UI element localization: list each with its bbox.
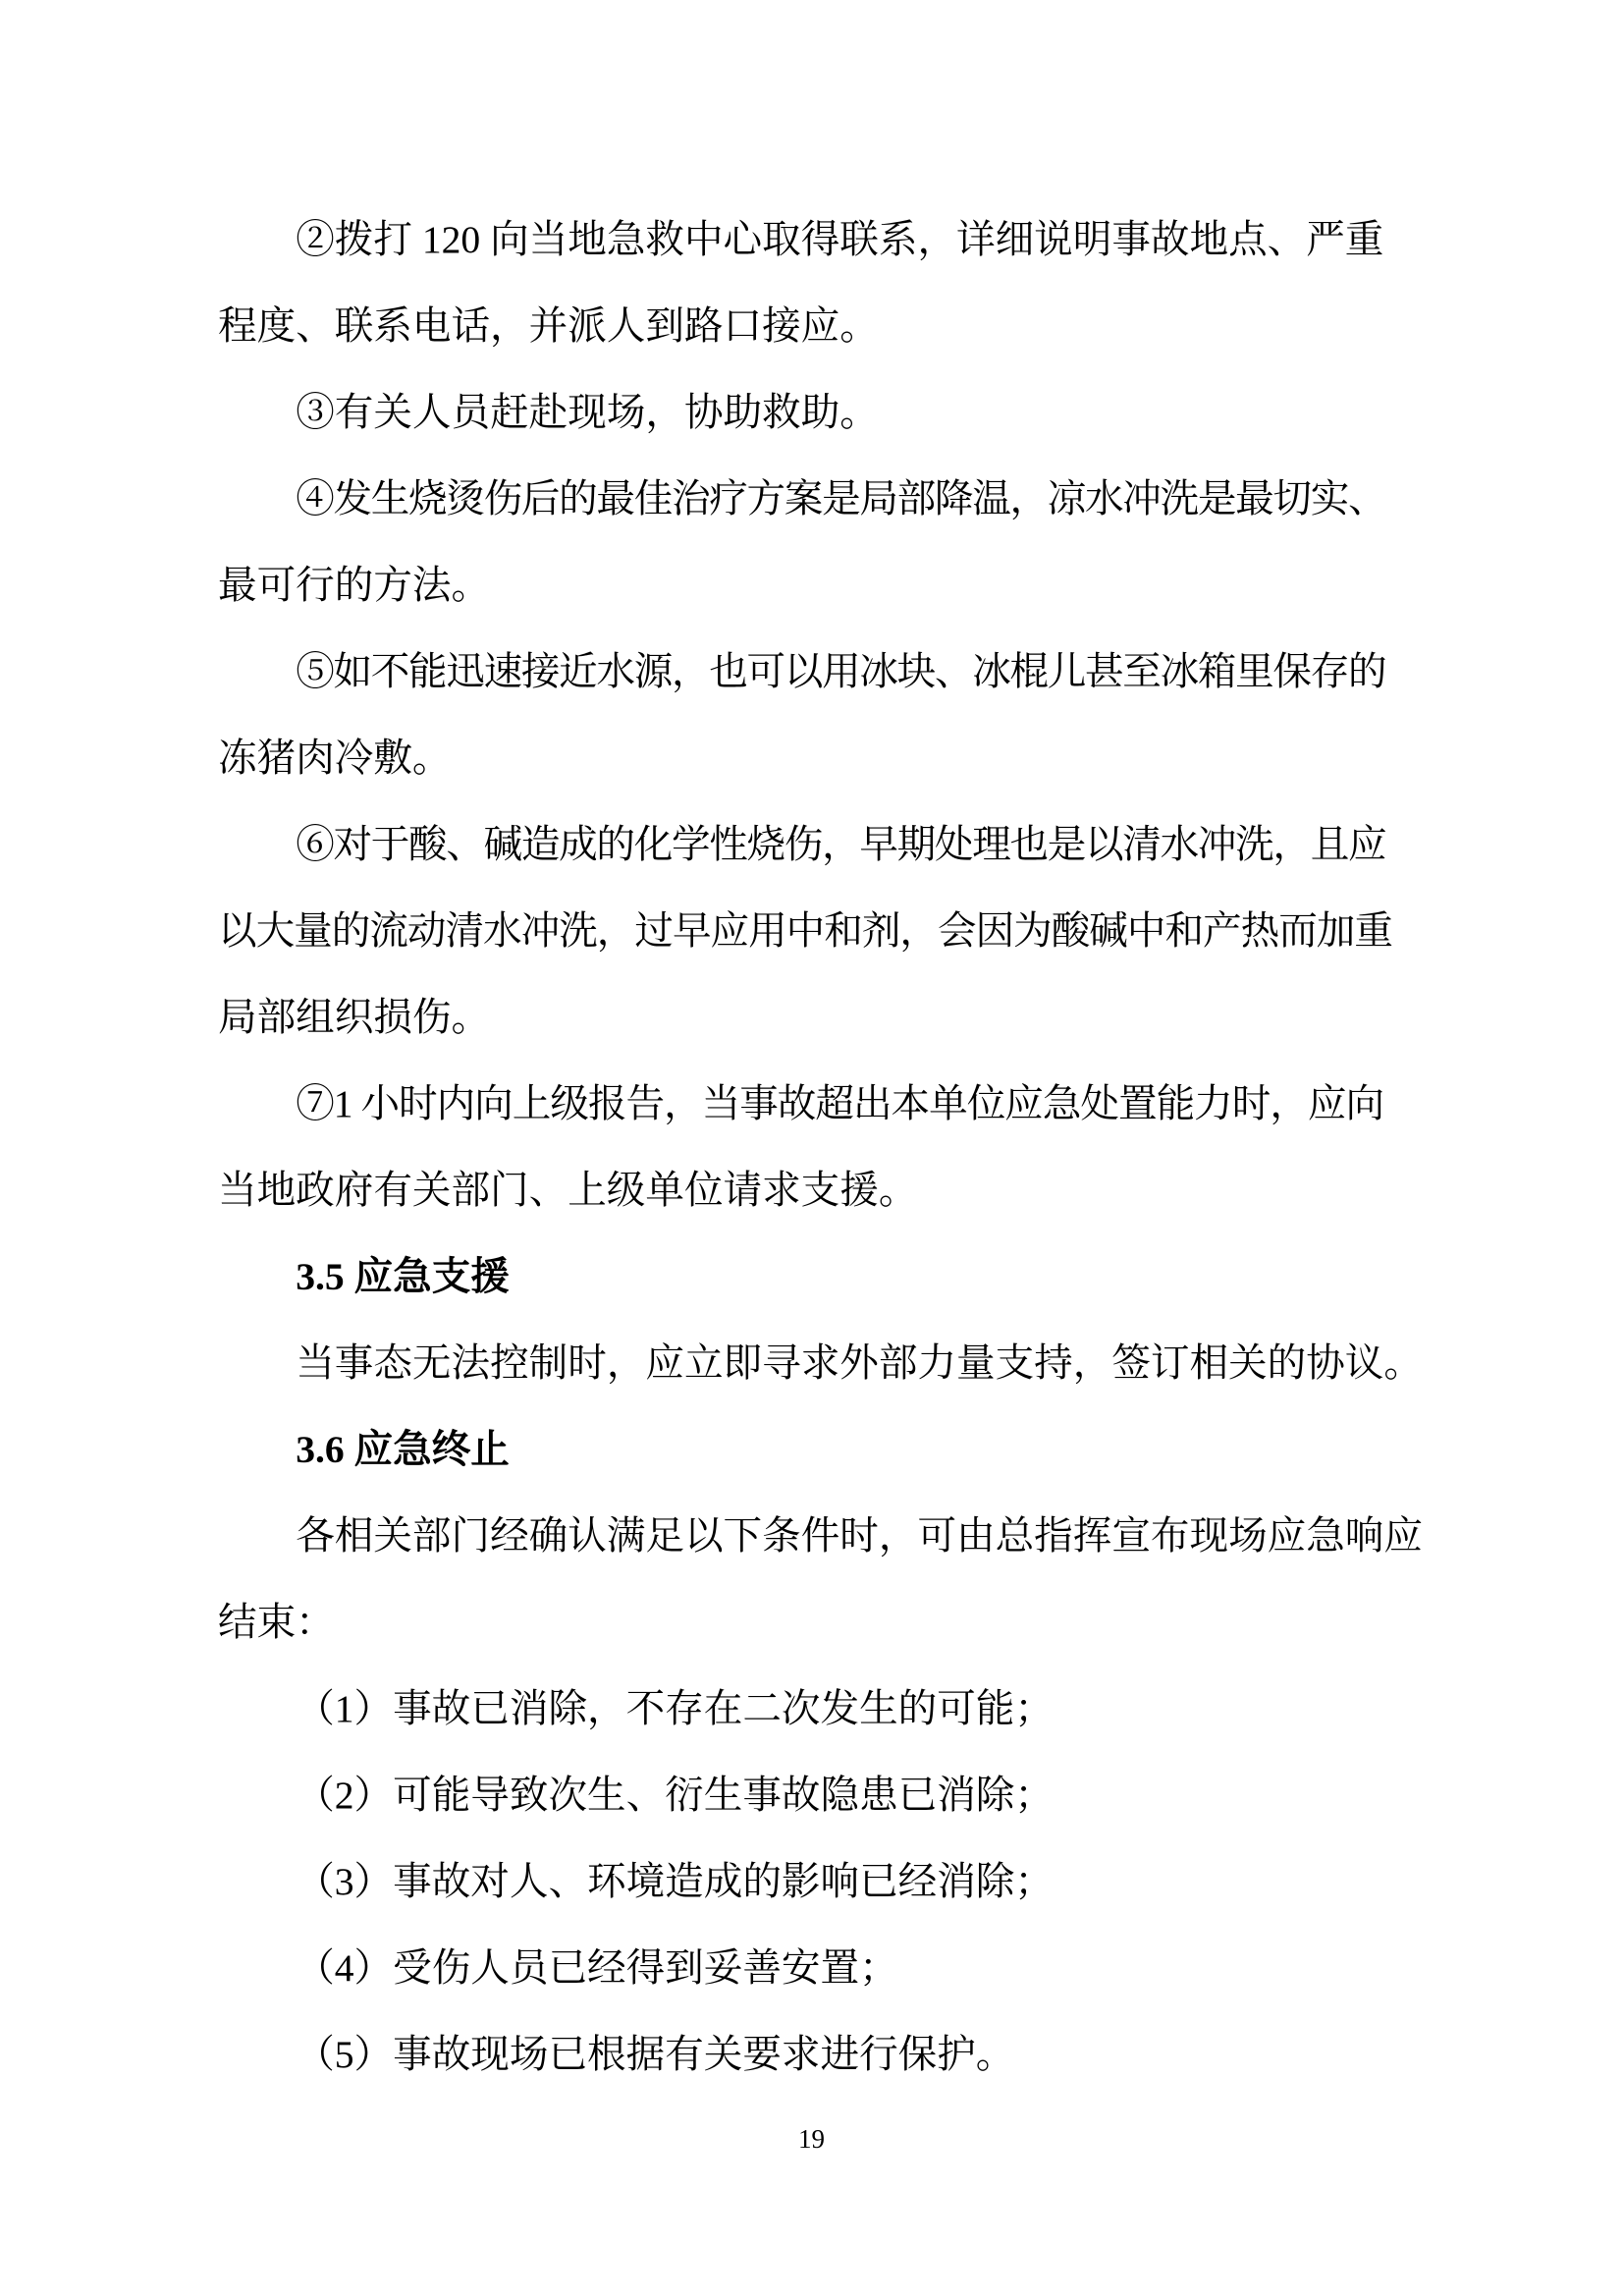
text-line: ⑦1 小时内向上级报告，当事故超出本单位应急处置能力时，应向 (296, 1082, 1384, 1125)
text-line: ③有关人员赶赴现场，协助救助。 (296, 391, 879, 434)
text-line: ⑤如不能迅速接近水源，也可以用冰块、冰棍儿甚至冰箱里保存的 (296, 650, 1386, 693)
text-line: 各相关部门经确认满足以下条件时，可由总指挥宣布现场应急响应 (296, 1514, 1423, 1558)
text-line: 冻猪肉冷敷。 (218, 737, 452, 780)
text-line: ⑥对于酸、碱造成的化学性烧伤，早期处理也是以清水冲洗，且应 (296, 823, 1386, 866)
text-line: （3）事故对人、环境造成的影响已经消除； (296, 1860, 1054, 1903)
document-body (218, 196, 1423, 2098)
text-line: （5）事故现场已根据有关要求进行保护。 (296, 2033, 1015, 2076)
text-line: 最可行的方法。 (218, 564, 491, 607)
text-line: ②拨打 120 向当地急救中心取得联系，详细说明事故地点、严重 (296, 218, 1384, 261)
text-line: 当地政府有关部门、上级单位请求支援。 (218, 1169, 918, 1212)
text-line: （1）事故已消除，不存在二次发生的可能； (296, 1687, 1054, 1730)
text-line: 结束： (218, 1601, 335, 1644)
text-line: 程度、联系电话，并派人到路口接应。 (218, 304, 879, 348)
text-line: 局部组织损伤。 (218, 996, 491, 1039)
text-line: （4）受伤人员已经得到妥善安置； (296, 1946, 898, 1990)
text-line: 当事态无法控制时，应立即寻求外部力量支持，签订相关的协议。 (296, 1341, 1423, 1385)
page-number: 19 (798, 2124, 825, 2154)
section-heading: 3.5 应急支援 (296, 1255, 510, 1298)
text-line: （2）可能导致次生、衍生事故隐患已消除； (296, 1774, 1054, 1817)
text-line: 以大量的流动清水冲洗，过早应用中和剂，会因为酸碱中和产热而加重 (218, 909, 1392, 953)
text-line: ④发生烧烫伤后的最佳治疗方案是局部降温，凉水冲洗是最切实、 (296, 477, 1386, 520)
section-heading: 3.6 应急终止 (296, 1428, 510, 1471)
